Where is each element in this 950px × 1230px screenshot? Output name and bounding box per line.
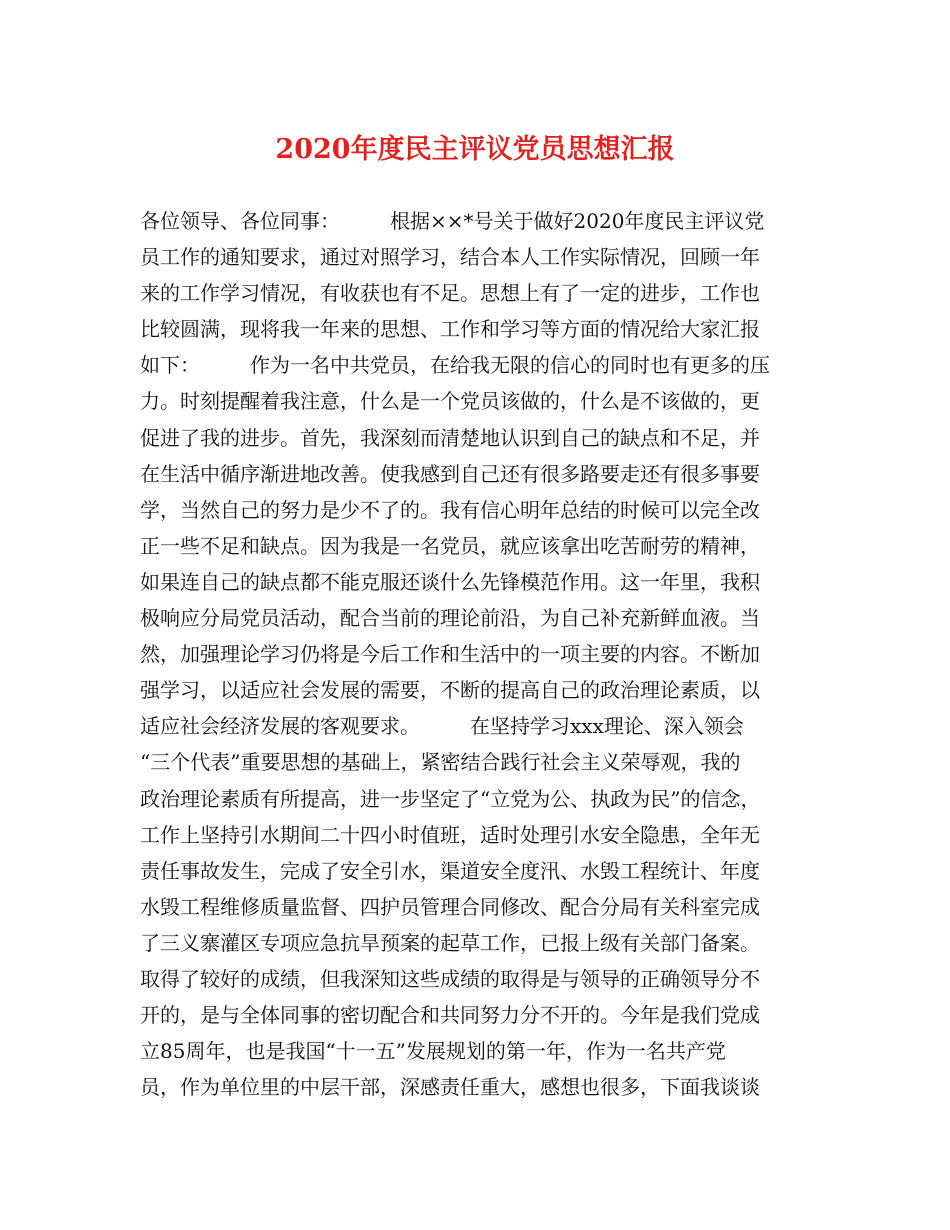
body-text-line: 各位领导、各位同事： 根据××*号关于做好2020年度民主评议党: [140, 209, 765, 233]
body-text-line: 然，加强理论学习仍将是今后工作和生活中的一项主要的内容。不断加: [140, 642, 760, 667]
body-text-line: 促进了我的进步。首先，我深刻而清楚地认识到自己的缺点和不足，并: [140, 425, 760, 450]
body-text-line: 在生活中循序渐进地改善。使我感到自己还有很多路要走还有很多事要: [140, 461, 760, 486]
body-text-line: “三个代表”重要思想的基础上，紧密结合践行社会主义荣辱观，我的: [140, 750, 741, 775]
body-text-line: 极响应分局党员活动，配合当前的理论前沿，为自己补充新鲜血液。当: [140, 606, 760, 631]
body-text-line: 开的，是与全体同事的密切配合和共同努力分不开的。今年是我们党成: [140, 1003, 760, 1028]
body-text-line: 强学习，以适应社会发展的需要，不断的提高自己的政治理论素质，以: [140, 678, 760, 703]
body-text-line: 了三义寨灌区专项应急抗旱预案的起草工作，已报上级有关部门备案。: [140, 930, 760, 955]
body-text-line: 员，作为单位里的中层干部，深感责任重大，感想也很多，下面我谈谈: [140, 1075, 760, 1100]
body-text-line: 适应社会经济发展的客观要求。 在坚持学习xxx理论、深入领会: [140, 714, 744, 739]
body-text-line: 如下： 作为一名中共党员，在给我无限的信心的同时也有更多的压: [140, 353, 770, 378]
body-text-line: 来的工作学习情况，有收获也有不足。思想上有了一定的进步，工作也: [140, 281, 760, 306]
body-text-line: 员工作的通知要求，通过对照学习，结合本人工作实际情况，回顾一年: [140, 245, 760, 270]
body-text-line: 如果连自己的缺点都不能克服还谈什么先锋模范作用。这一年里，我积: [140, 569, 760, 594]
body-text-line: 取得了较好的成绩，但我深知这些成绩的取得是与领导的正确领导分不: [140, 966, 760, 991]
document-body: [140, 203, 830, 1105]
body-text-line: 水毁工程维修质量监督、四护员管理合同修改、配合分局有关科室完成: [140, 894, 760, 919]
body-text-line: 学，当然自己的努力是少不了的。我有信心明年总结的时候可以完全改: [140, 497, 760, 522]
body-text-line: 政治理论素质有所提高，进一步坚定了“立党为公、执政为民”的信念，: [140, 786, 761, 811]
body-text-line: 工作上坚持引水期间二十四小时值班，适时处理引水安全隐患，全年无: [140, 822, 760, 847]
body-text-line: 正一些不足和缺点。因为我是一名党员，就应该拿出吃苦耐劳的精神，: [140, 533, 760, 558]
body-text-line: 力。时刻提醒着我注意，什么是一个党员该做的，什么是不该做的，更: [140, 389, 760, 414]
body-text-line: 立85周年，也是我国“十一五”发展规划的第一年，作为一名共产党: [140, 1039, 726, 1064]
body-text-line: 责任事故发生，完成了安全引水，渠道安全度汛、水毁工程统计、年度: [140, 858, 760, 883]
document-title: 2020年度民主评议党员思想汇报: [275, 134, 675, 165]
body-text-line: 比较圆满，现将我一年来的思想、工作和学习等方面的情况给大家汇报: [140, 317, 760, 342]
